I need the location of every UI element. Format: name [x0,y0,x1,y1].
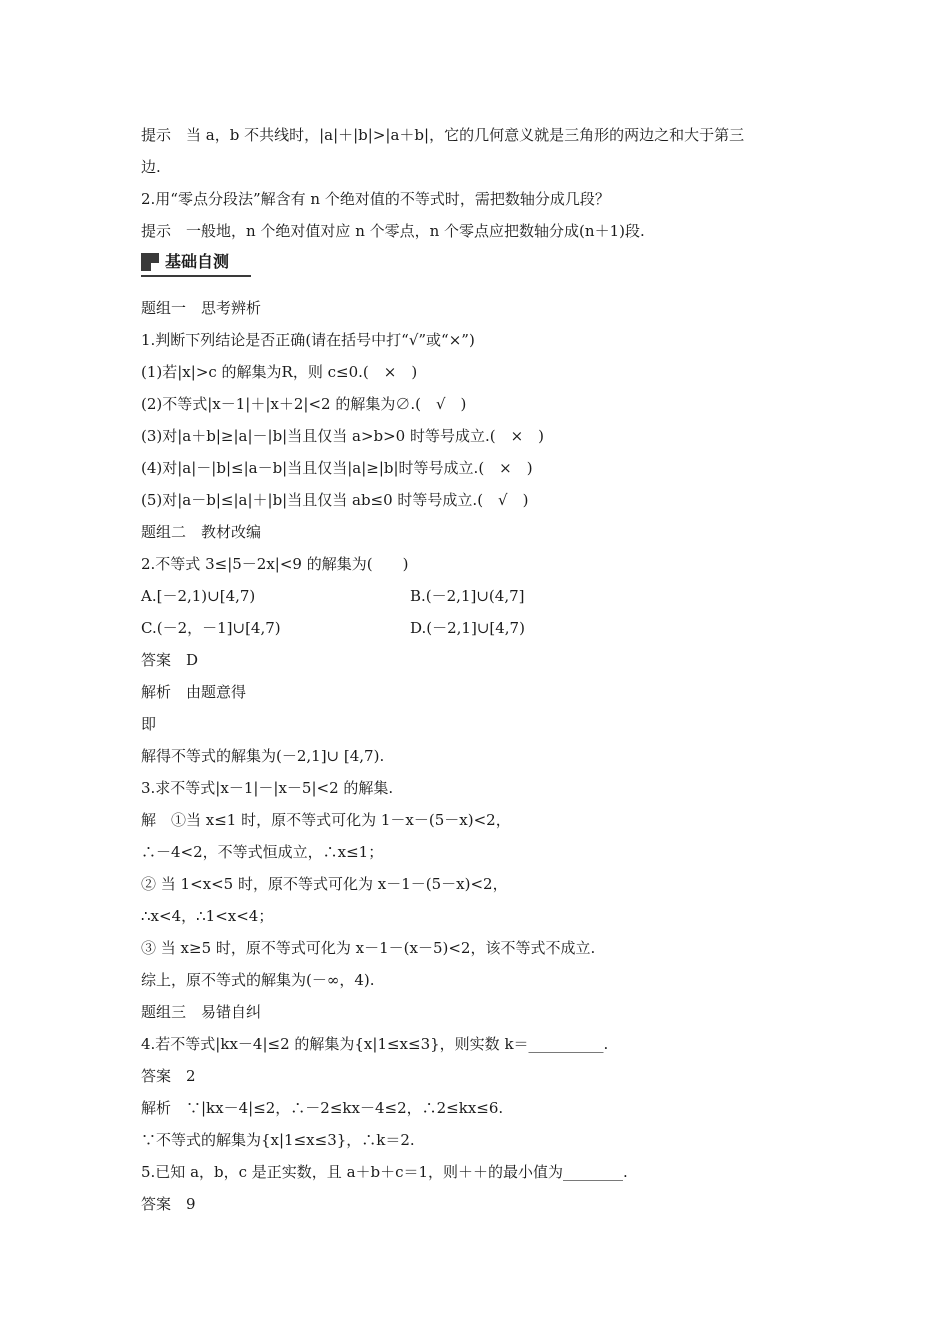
analysis-text: ∵不等式的解集为{x|1≤x≤3}，∴k＝2. [141,1131,415,1149]
section-title: 基础自测 [165,252,230,271]
analysis-text: 解析 ∵|kx－4|≤2，∴－2≤kx－4≤2，∴2≤kx≤6. [141,1099,504,1117]
group-heading: 题组一 思考辨析 [141,299,262,317]
question-text: 5.已知 a，b，c 是正实数，且 a＋b＋c＝1，则＋＋的最小值为________. [141,1163,628,1181]
group-heading: 题组三 易错自纠 [141,1003,262,1021]
analysis-text: 即 [141,715,157,733]
option-b: B.(－2,1]∪(4,7] [410,587,525,605]
question-text: 1.判断下列结论是否正确(请在括号中打“√”或“×”) [141,331,475,349]
question-text: 4.若不等式|kx－4|≤2 的解集为{x|1≤x≤3}，则实数 k＝__________. [141,1035,609,1053]
solution-text: ② 当 1<x<5 时，原不等式可化为 x－1－(5－x)<2， [141,875,508,893]
option-c: C.(－2，－1]∪[4,7) [141,619,281,637]
group-heading: 题组二 教材改编 [141,523,262,541]
analysis-text: 解析 由题意得 [141,683,247,701]
option-d: D.(－2,1]∪[4,7) [410,619,525,637]
judgment-item: (2)不等式|x－1|＋|x＋2|<2 的解集为∅.( √ ) [141,395,467,413]
answer-text: 答案 2 [141,1067,196,1085]
judgment-item: (4)对|a|－|b|≤|a－b|当且仅当|a|≥|b|时等号成立.( × ) [141,459,533,477]
solution-text: 解 ①当 x≤1 时，原不等式可化为 1－x－(5－x)<2， [141,811,511,829]
answer-text: 答案 9 [141,1195,196,1213]
solution-text: 综上，原不等式的解集为(－∞，4). [141,971,375,989]
section-underline [141,275,251,277]
analysis-text: 解得不等式的解集为(－2,1]∪ [4,7). [141,747,385,765]
hint-text: 提示 一般地，n 个绝对值对应 n 个零点，n 个零点应把数轴分成(n＋1)段. [141,222,645,240]
question-text: 3.求不等式|x－1|－|x－5|<2 的解集. [141,779,394,797]
hint-text-continued: 边. [141,158,161,176]
solution-text: ∴－4<2，不等式恒成立，∴x≤1； [141,843,384,861]
option-a: A.[－2,1)∪[4,7) [141,587,256,605]
judgment-item: (3)对|a＋b|≥|a|－|b|当且仅当 a>b>0 时等号成立.( × ) [141,427,545,445]
question-text: 2.用“零点分段法”解含有 n 个绝对值的不等式时，需把数轴分成几段？ [141,190,610,208]
judgment-item: (5)对|a－b|≤|a|＋|b|当且仅当 ab≤0 时等号成立.( √ ) [141,491,529,509]
judgment-item: (1)若|x|>c 的解集为R，则 c≤0.( × ) [141,363,418,381]
solution-text: ③ 当 x≥5 时，原不等式可化为 x－1－(x－5)<2，该不等式不成立. [141,939,596,957]
hint-text: 提示 当 a，b 不共线时，|a|＋|b|>|a＋b|，它的几何意义就是三角形的两边之和大于第三 [141,126,745,144]
solution-text: ∴x<4，∴1<x<4； [141,907,274,925]
section-heading [141,250,251,276]
answer-text: 答案 D [141,651,199,669]
question-text: 2.不等式 3≤|5－2x|<9 的解集为( ) [141,555,409,573]
section-square-icon [141,253,159,271]
